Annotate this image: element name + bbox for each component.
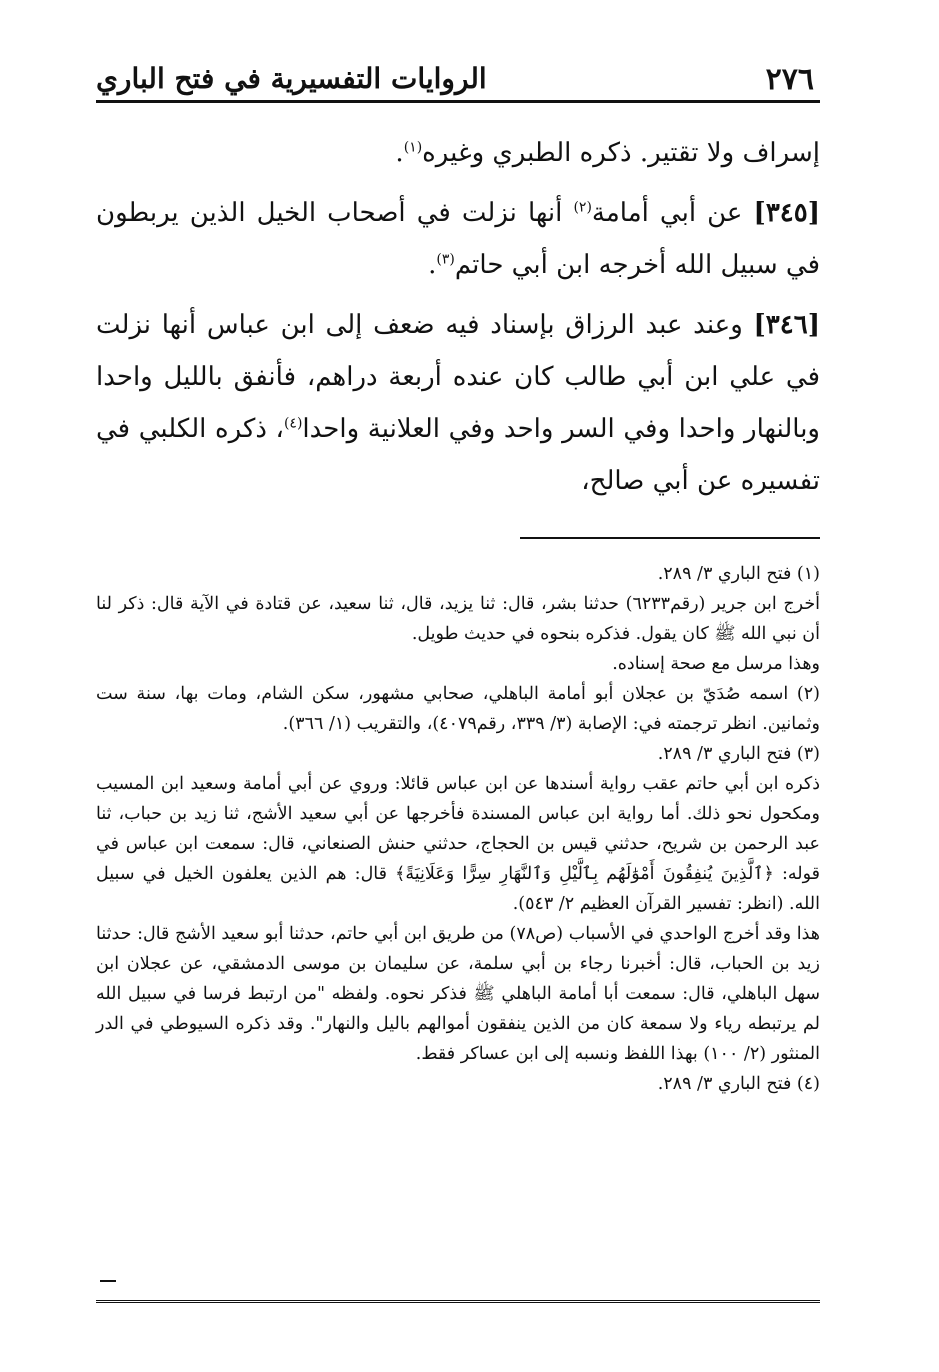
paragraph-1-end: . [395,138,404,168]
footnote-3: (٣) فتح الباري ٣/ ٢٨٩. [657,744,820,764]
footnote-ref-1: (١) [403,139,423,156]
paragraph-346-text-a: وعند عبد الرزاق بإسناد فيه ضعف إلى ابن عباس أنها نزلت في علي ابن أبي طالب كان عنده أربعة دراهم، فأنفق بالليل واحدا وبالنهار واحدا وفي السر واحد وفي العلانية واحدا [96,310,820,444]
paragraph-346-text-b: ، ذكره الكلبي في تفسيره عن أبي صالح، [96,414,820,496]
page-header [96,60,820,103]
hadith-number-345: [٣٤٥] [753,198,821,228]
paragraph-1-text: إسراف ولا تقتير. ذكره الطبري وغيره [422,138,820,168]
page-number: ٢٧٦ [765,62,814,97]
paragraph-1 [96,127,820,179]
running-title: الروايات التفسيرية في فتح الباري [96,62,487,95]
footnote-2: (٢) اسمه صُدَيّ بن عجلان أبو أمامة الباهلي، صحابي مشهور، سكن الشام، ومات بها، سنة ست وثمانين. انظر ترجمته في: الإصابة (٣/ ٣٣٩، رقم٤٠٧٩)، والتقريب (١/ ٣٦٦). [96,684,820,734]
bottom-rule [96,1300,820,1303]
paragraph-345-end: . [428,250,437,280]
footnote-3-detail: ذكره ابن أبي حاتم عقب رواية أسندها عن ابن عباس قائلا: وروي عن أبي أمامة وسعيد ابن المسيب ومكحول نحو ذلك. أما رواية ابن عباس المسندة فأخرجها عن أبي سعيد الأشج، ثنا زيد بن حباب، ثنا عبد الرحمن بن شريح، حدثني قيس بن الحجاج، حدثني حنش الصنعاني، قال: سمعت ابن عباس في قوله: ﴿ٱلَّذِينَ يُنفِقُونَ أَمْوَٰلَهُم بِٱلَّيْلِ وَٱلنَّهَارِ سِرًّا وَعَلَانِيَةً﴾ قال: هم الذين يعلفون الخيل في سبيل الله. (انظر: تفسير القرآن العظيم ٢/ ٥٤٣). [96,774,820,914]
hadith-number-346: [٣٤٦] [753,310,821,340]
footnote-ref-4: (٤) [283,415,303,432]
footnote-4: (٤) فتح الباري ٣/ ٢٨٩. [657,1074,820,1094]
main-text [96,127,820,507]
paragraph-345 [96,187,820,291]
page-mark [100,1280,116,1282]
footnote-ref-3: (٣) [436,251,455,268]
footnote-ref-2: (٢) [573,199,592,216]
book-page [96,60,820,1310]
paragraph-345-text-a: عن أبي أمامة [591,198,743,228]
footnote-divider [520,537,820,539]
footnotes [96,559,820,1099]
footnote-1-detail: أخرج ابن جرير (رقم٦٢٣٣) حدثنا بشر، قال: ثنا يزيد، قال، ثنا سعيد، عن قتادة في الآية قال: ذكر لنا أن نبي الله ﷺ كان يقول. فذكره بنحوه في حديث طويل. [96,594,820,644]
footnote-1: (١) فتح الباري ٣/ ٢٨٩. [657,564,820,584]
paragraph-345-text-b: أنها نزلت في أصحاب الخيل الذين يربطون في سبيل الله أخرجه ابن أبي حاتم [96,198,820,280]
footnote-1-note: وهذا مرسل مع صحة إسناده. [612,654,820,674]
footnote-3-note: هذا وقد أخرج الواحدي في الأسباب (ص٧٨) من طريق ابن أبي حاتم، حدثنا أبو سعيد الأشج قال: حدثنا زيد بن الحباب، قال: أخبرنا رجاء بن أبي سلمة، عن سليمان بن موسى الدمشقي، عن عجلان ابن سهل الباهلي، قال: سمعت أبا أمامة الباهلي ﷺ فذكر نحوه. ولفظه "من ارتبط فرسا في سبيل الله لم يرتبطه رياء ولا سمعة كان من الذين ينفقون أموالهم باليل والنهار". وقد ذكره السيوطي في الدر المنثور (٢/ ١٠٠) بهذا اللفظ ونسبه إلى ابن عساكر فقط. [96,924,820,1064]
paragraph-346 [96,299,820,507]
